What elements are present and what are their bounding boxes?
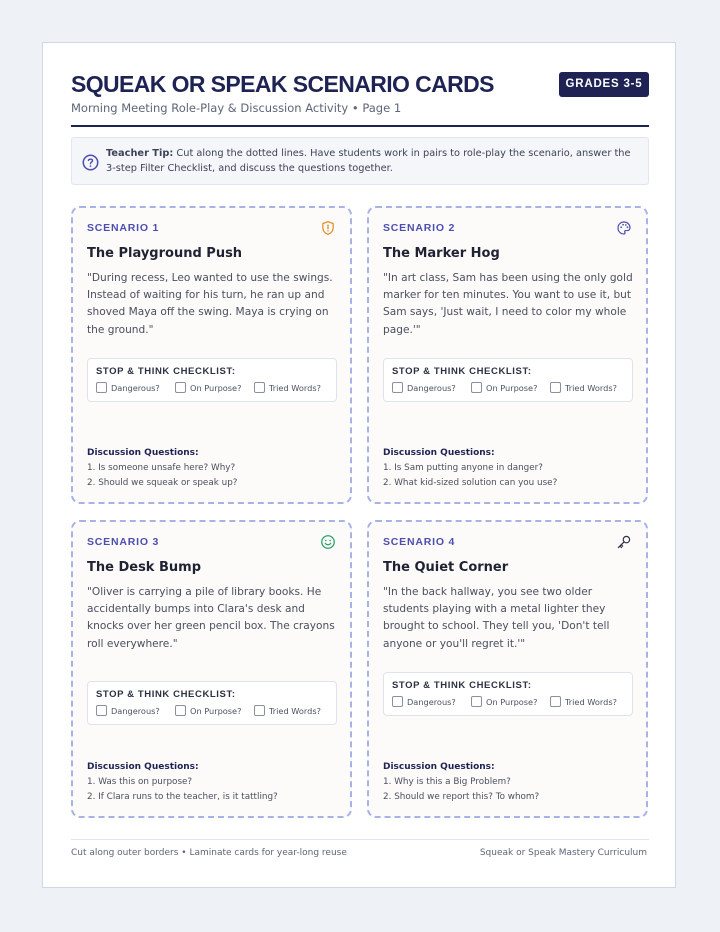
tip-body: Cut along the dotted lines. Have students work in pairs to role-play the scenario, answer the 3-step Filter Checklist, and discuss the questions together.	[106, 148, 631, 174]
checklist-label: STOP & THINK CHECKLIST:	[392, 366, 532, 377]
check-dangerous[interactable]: Dangerous?	[96, 382, 160, 395]
question-item: 2. Should we squeak or speak up?	[87, 478, 238, 488]
question-item: 1. Is Sam putting anyone in danger?	[383, 463, 543, 473]
scenario-text: "Oliver is carrying a pile of library books. He accidentally bumps into Clara's desk and knocks over her green pencil box. The crayons roll everywhere."	[87, 586, 335, 650]
discussion-questions	[383, 775, 633, 805]
teacher-tip	[71, 137, 649, 185]
shield-alert-icon	[320, 220, 336, 236]
grade-badge: GRADES 3-5	[559, 72, 649, 97]
checklist-label: STOP & THINK CHECKLIST:	[96, 689, 236, 700]
question-item: 1. Is someone unsafe here? Why?	[87, 463, 236, 473]
page-title: SQUEAK OR SPEAK SCENARIO CARDS	[71, 71, 494, 97]
check-on-purpose[interactable]: On Purpose?	[471, 696, 537, 709]
check-on-purpose[interactable]: On Purpose?	[175, 705, 241, 718]
question-item: 2. What kid-sized solution can you use?	[383, 478, 558, 488]
scenario-card	[367, 206, 648, 504]
stop-think-checklist	[383, 358, 633, 402]
tip-text	[106, 146, 636, 176]
question-item: 2. Should we report this? To whom?	[383, 792, 540, 802]
discussion-questions-label: Discussion Questions:	[87, 448, 199, 458]
scenario-title: The Marker Hog	[383, 246, 500, 261]
check-on-purpose[interactable]: On Purpose?	[471, 382, 537, 395]
discussion-questions	[87, 775, 337, 805]
check-tried-words[interactable]: Tried Words?	[254, 705, 321, 718]
footer-note: Cut along outer borders • Laminate cards for year-long reuse	[71, 848, 347, 858]
discussion-questions-label: Discussion Questions:	[383, 448, 495, 458]
check-dangerous[interactable]: Dangerous?	[392, 696, 456, 709]
stop-think-checklist	[87, 681, 337, 725]
smile-icon	[320, 534, 336, 550]
checklist-label: STOP & THINK CHECKLIST:	[392, 680, 532, 691]
checkbox[interactable]	[471, 696, 482, 707]
header-divider	[71, 125, 649, 127]
checklist-label: STOP & THINK CHECKLIST:	[96, 366, 236, 377]
checkbox[interactable]	[392, 696, 403, 707]
scenario-label: SCENARIO 1	[87, 222, 160, 234]
checkbox[interactable]	[254, 382, 265, 393]
palette-icon	[616, 220, 632, 236]
stop-think-checklist	[87, 358, 337, 402]
discussion-questions-label: Discussion Questions:	[383, 762, 495, 772]
scenario-text: "In the back hallway, you see two older students playing with a metal lighter they brought to school. They tell you, 'Don't tell anyone or you'll regret it.'"	[383, 586, 610, 650]
checkbox[interactable]	[550, 696, 561, 707]
scenario-card	[71, 206, 352, 504]
checkbox[interactable]	[175, 705, 186, 716]
stop-think-checklist	[383, 672, 633, 716]
footer-divider	[71, 839, 649, 840]
worksheet-page	[42, 42, 676, 888]
footer-credit: Squeak or Speak Mastery Curriculum	[479, 848, 647, 858]
question-item: 1. Why is this a Big Problem?	[383, 777, 511, 787]
checkbox[interactable]	[175, 382, 186, 393]
scenario-card	[367, 520, 648, 818]
key-icon	[616, 534, 632, 550]
scenario-card	[71, 520, 352, 818]
checkbox[interactable]	[96, 705, 107, 716]
checkbox[interactable]	[550, 382, 561, 393]
checkbox[interactable]	[471, 382, 482, 393]
scenario-text: "During recess, Leo wanted to use the swings. Instead of waiting for his turn, he ran up and shoved Maya off the swing. Maya is crying on the ground."	[87, 272, 333, 336]
check-tried-words[interactable]: Tried Words?	[550, 382, 617, 395]
scenario-label: SCENARIO 4	[383, 536, 456, 548]
discussion-questions	[383, 461, 633, 491]
check-on-purpose[interactable]: On Purpose?	[175, 382, 241, 395]
check-tried-words[interactable]: Tried Words?	[550, 696, 617, 709]
scenario-label: SCENARIO 2	[383, 222, 456, 234]
check-dangerous[interactable]: Dangerous?	[392, 382, 456, 395]
scenario-text: "In art class, Sam has been using the only gold marker for ten minutes. You want to use it, but Sam says, 'Just wait, I need to color my whole page.'"	[383, 272, 633, 336]
scenario-title: The Desk Bump	[87, 560, 201, 575]
scenario-label: SCENARIO 3	[87, 536, 160, 548]
scenario-title: The Quiet Corner	[383, 560, 509, 575]
tip-label: Teacher Tip:	[106, 148, 174, 159]
question-circle-icon	[82, 154, 99, 171]
page-subtitle: Morning Meeting Role-Play & Discussion Activity • Page 1	[71, 101, 402, 115]
question-item: 2. If Clara runs to the teacher, is it tattling?	[87, 792, 278, 802]
question-item: 1. Was this on purpose?	[87, 777, 193, 787]
check-tried-words[interactable]: Tried Words?	[254, 382, 321, 395]
scenario-title: The Playground Push	[87, 246, 243, 261]
discussion-questions	[87, 461, 337, 491]
check-dangerous[interactable]: Dangerous?	[96, 705, 160, 718]
checkbox[interactable]	[392, 382, 403, 393]
checkbox[interactable]	[254, 705, 265, 716]
checkbox[interactable]	[96, 382, 107, 393]
discussion-questions-label: Discussion Questions:	[87, 762, 199, 772]
